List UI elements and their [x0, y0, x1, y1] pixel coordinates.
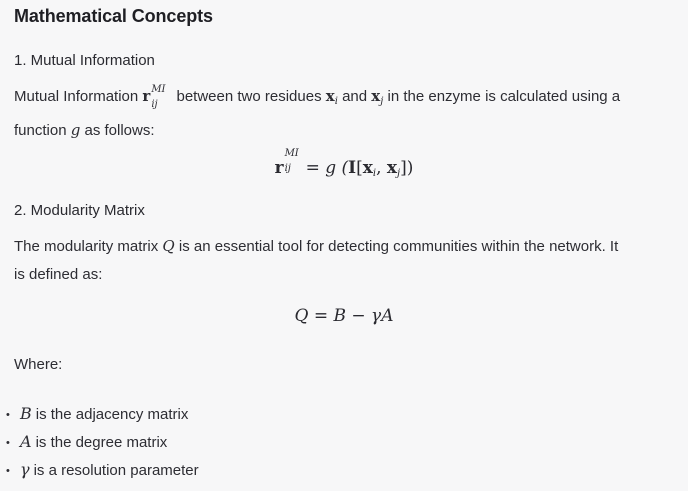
math-subscript: j	[380, 96, 384, 107]
math-symbol-r: r	[142, 87, 151, 105]
math-symbol-r: r	[274, 158, 284, 178]
math-symbol-x: x	[362, 158, 373, 178]
list-item-text: is the adjacency matrix	[35, 406, 189, 423]
math-symbol: A	[20, 432, 32, 451]
section-heading-mutual-information: 1. Mutual Information	[14, 52, 155, 69]
math-symbol-Q: Q	[162, 237, 175, 255]
paragraph-text: The modularity matrix	[14, 238, 159, 255]
list-item-text: is the degree matrix	[35, 434, 168, 451]
math-bracket-open: [	[356, 158, 363, 178]
paragraph-text: in the enzyme is calculated using a	[387, 88, 621, 105]
modularity-equation: Q = B − γA	[294, 306, 394, 326]
page-title: Mathematical Concepts	[14, 6, 213, 26]
math-subscript: ij	[284, 163, 291, 174]
list-item	[6, 428, 199, 456]
math-subscript: ij	[151, 99, 158, 110]
math-supsub	[150, 84, 172, 110]
math-subscript: i	[372, 168, 377, 179]
math-comma: ,	[376, 158, 387, 178]
math-symbol-I: I	[348, 158, 357, 178]
list-item	[6, 400, 199, 428]
paragraph-text: is defined as:	[14, 266, 103, 283]
math-symbol: B	[20, 404, 32, 423]
definition-list	[6, 400, 199, 484]
where-label: Where:	[14, 356, 63, 373]
mutual-information-equation	[0, 148, 688, 179]
paragraph-text: and	[342, 88, 368, 105]
section-heading-modularity-matrix: 2. Modularity Matrix	[14, 202, 145, 219]
math-symbol-x: x	[325, 87, 335, 105]
bullet-icon: •	[6, 437, 10, 449]
bullet-icon: •	[6, 465, 10, 477]
list-item-text: is a resolution parameter	[33, 462, 199, 479]
mutual-information-paragraph	[14, 82, 674, 145]
math-superscript: MI	[284, 148, 299, 159]
math-equals-g: = g (	[305, 158, 349, 178]
list-item	[6, 456, 199, 484]
modularity-paragraph	[14, 232, 674, 289]
math-symbol-g: g	[70, 121, 81, 139]
math-symbol: γ	[20, 460, 30, 479]
paragraph-text: Mutual Information	[14, 88, 139, 105]
math-supsub	[284, 148, 306, 174]
math-subscript: i	[334, 96, 338, 107]
math-superscript: MI	[151, 84, 166, 95]
paragraph-text: is an essential tool for detecting communities within the network. It	[178, 238, 619, 255]
math-bracket-close: ])	[400, 158, 414, 178]
paragraph-text: between two residues	[176, 88, 322, 105]
math-subscript: j	[397, 168, 401, 179]
math-symbol-x: x	[371, 87, 381, 105]
paragraph-text: as follows:	[84, 122, 155, 139]
math-symbol-x: x	[386, 158, 398, 178]
paragraph-text: function	[14, 122, 67, 139]
bullet-icon: •	[6, 409, 10, 421]
